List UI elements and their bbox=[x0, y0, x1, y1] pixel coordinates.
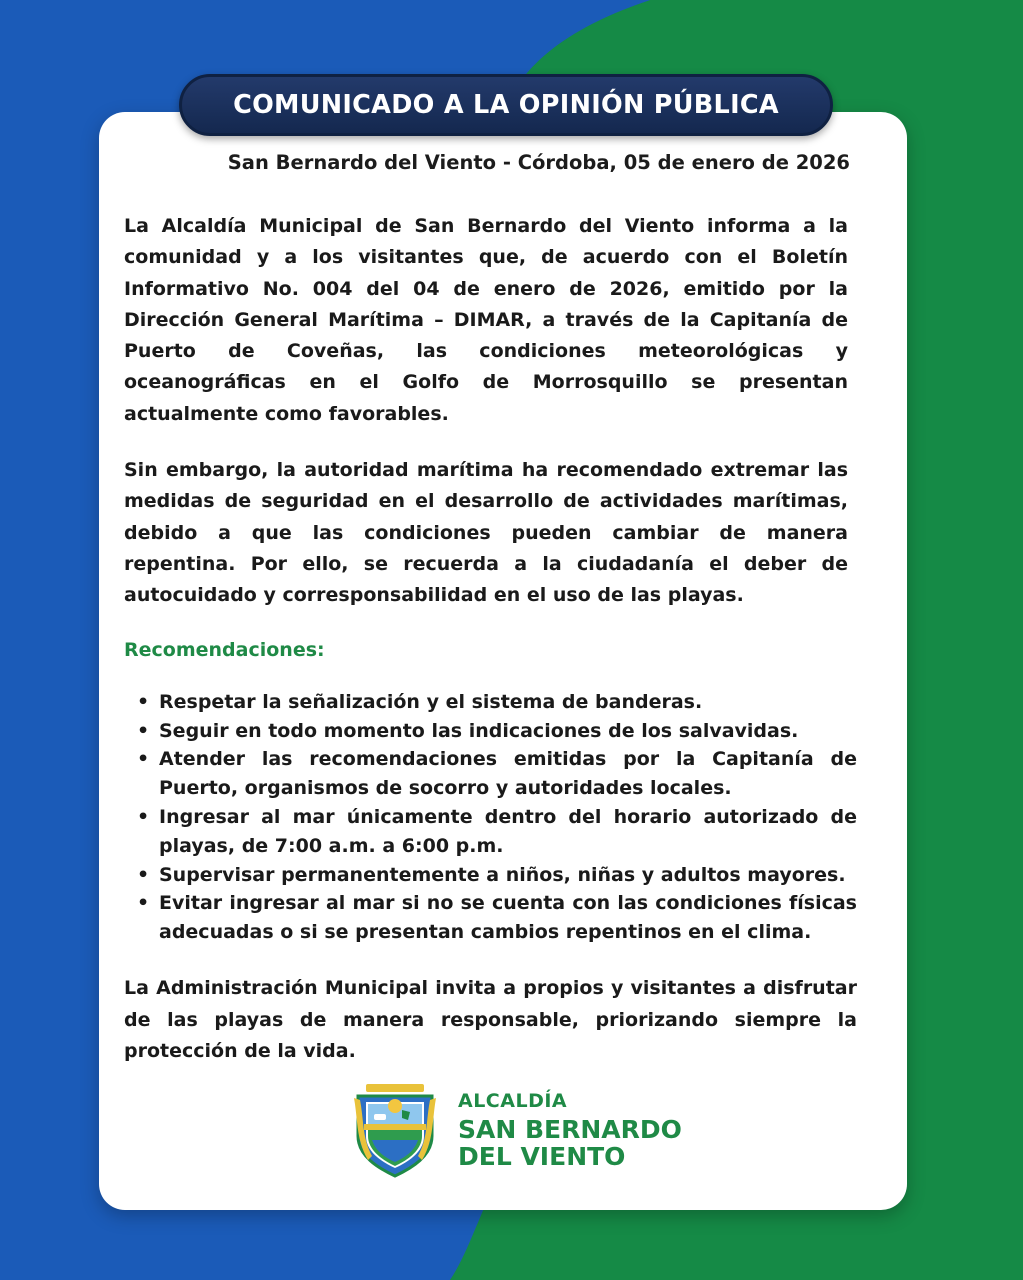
page-title: COMUNICADO A LA OPINIÓN PÚBLICA bbox=[233, 90, 779, 120]
list-item: • Atender las recomendaciones emitidas por la Capitanía de Puerto, organismos de socorro y autoridades locales. bbox=[159, 745, 857, 803]
municipal-logo bbox=[350, 1080, 690, 1180]
logo-line-3: DEL VIENTO bbox=[458, 1142, 626, 1171]
list-item: • Respetar la señalización y el sistema de banderas. bbox=[159, 688, 857, 717]
recommendations-list bbox=[124, 688, 857, 947]
shield-icon bbox=[350, 1080, 440, 1178]
dateline: San Bernardo del Viento - Córdoba, 05 de enero de 2026 bbox=[227, 151, 850, 174]
list-item: • Ingresar al mar únicamente dentro del horario autorizado de playas, de 7:00 a.m. a 6:00 p.m. bbox=[159, 803, 857, 861]
logo-line-1: ALCALDÍA bbox=[458, 1090, 568, 1112]
title-banner bbox=[179, 74, 833, 136]
list-item: • Evitar ingresar al mar si no se cuenta con las condiciones físicas adecuadas o si se presentan cambios repentinos en el clima. bbox=[159, 889, 857, 947]
paragraph-warning: Sin embargo, la autoridad marítima ha recomendado extremar las medidas de seguridad en el desarrollo de actividades marítimas, debido a que las condiciones pueden cambiar de manera repentina. Por ello, se recuerda a la ciudadanía el deber de autocuidado y corresponsabilidad en el uso de las playas. bbox=[124, 459, 848, 607]
paragraph-closing: La Administración Municipal invita a propios y visitantes a disfrutar de las playas de manera responsable, priorizando siempre la protección de la vida. bbox=[124, 977, 857, 1063]
list-item: • Seguir en todo momento las indicaciones de los salvavidas. bbox=[159, 717, 857, 746]
logo-wordmark bbox=[458, 1092, 682, 1169]
recommendations-heading: Recomendaciones: bbox=[124, 638, 325, 661]
logo-line-2: SAN BERNARDO bbox=[458, 1115, 682, 1144]
paragraph-intro: La Alcaldía Municipal de San Bernardo del Viento informa a la comunidad y a los visitantes que, de acuerdo con el Boletín Informativo No. 004 del 04 de enero de 2026, emitido por la Dirección General Marítima – DIMAR, a través de la Capitanía de Puerto de Coveñas, las condiciones meteorológicas y oceanográficas en el Golfo de Morrosquillo se presentan actualmente como favorables. bbox=[124, 215, 848, 425]
document-body bbox=[124, 211, 857, 1068]
list-item: • Supervisar permanentemente a niños, niñas y adultos mayores. bbox=[159, 861, 857, 890]
